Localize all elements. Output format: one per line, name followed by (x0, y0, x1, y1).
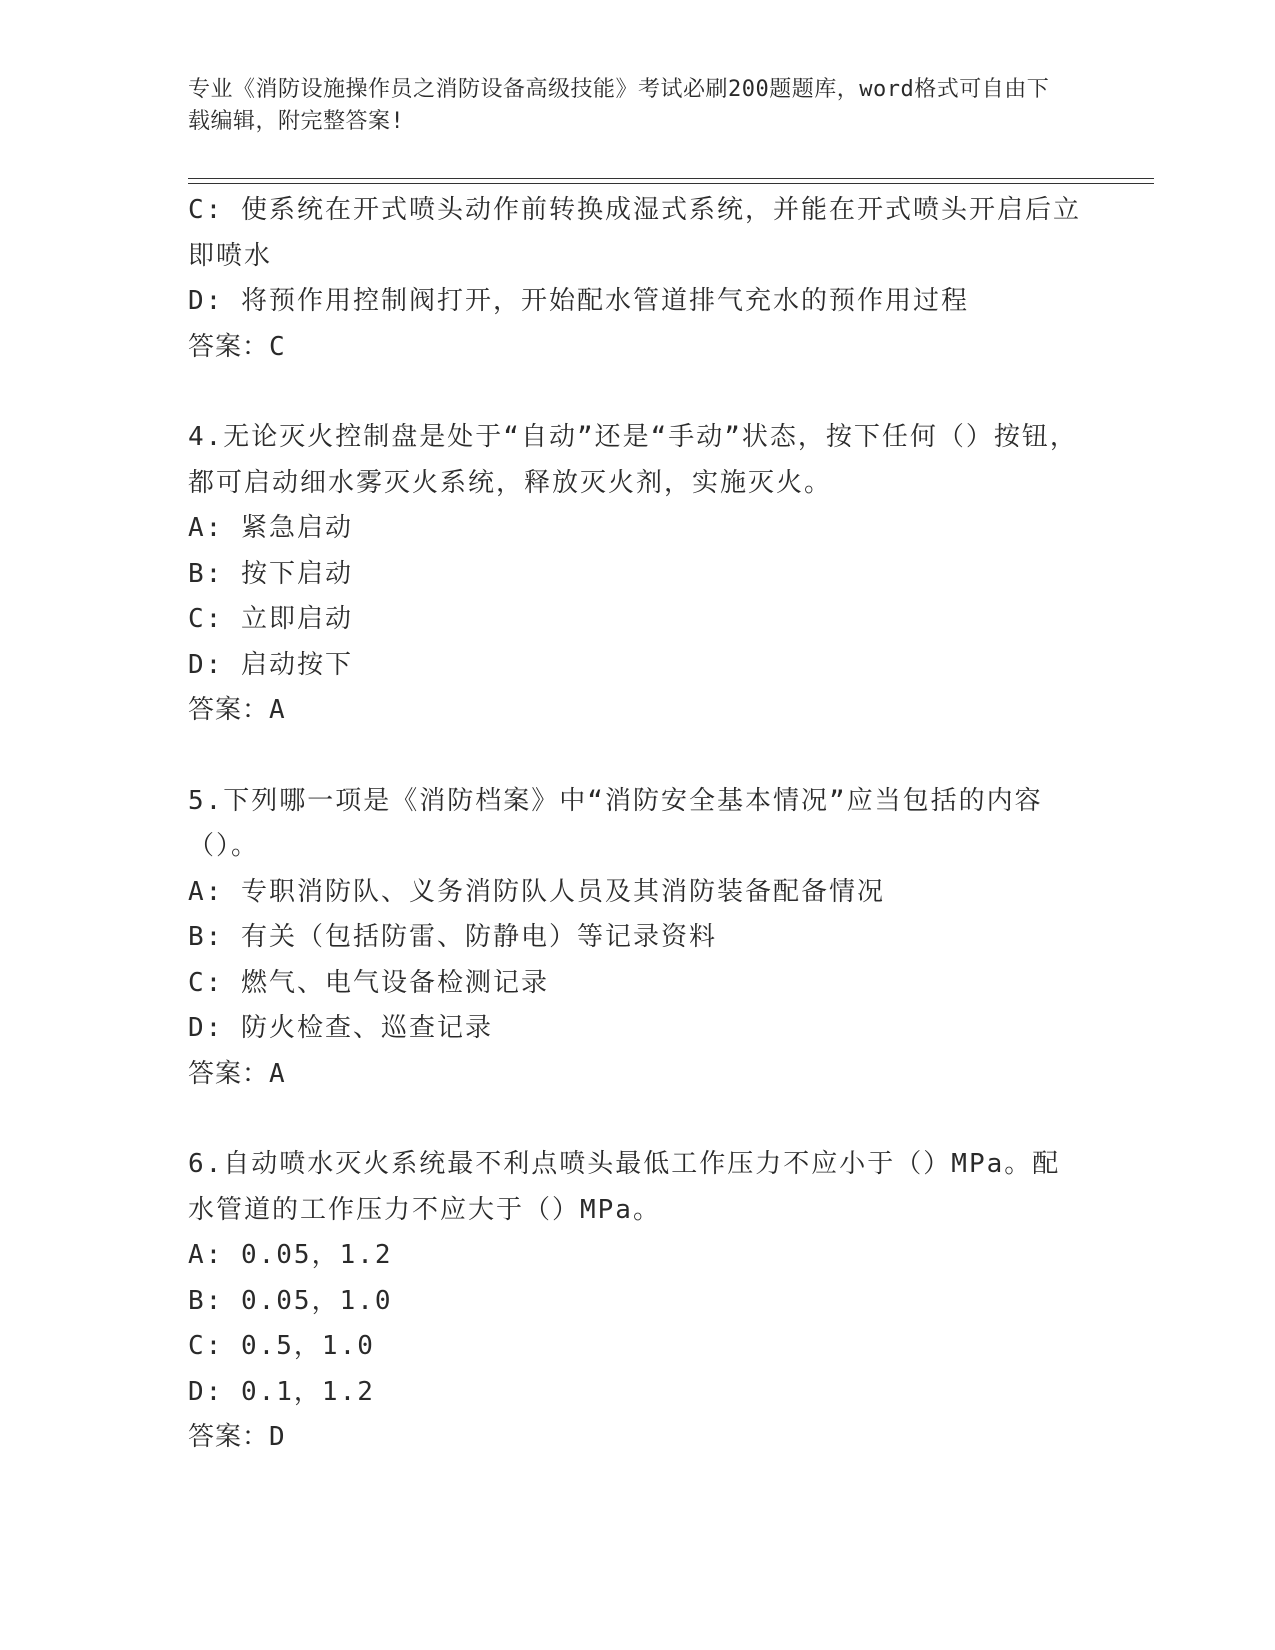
option-a: A: 0.05，1.2 (188, 1240, 393, 1270)
question-4 (188, 415, 1088, 734)
option-c: C: 立即启动 (188, 604, 353, 634)
option-b: B: 按下启动 (188, 558, 353, 589)
header-divider-bottom (188, 183, 1154, 184)
question-6 (188, 1142, 1088, 1461)
document-header-text: 专业《消防设施操作员之消防设备高级技能》考试必刷200题题库，word格式可自由下载编辑，附完整答案! (188, 77, 1050, 134)
question-content (188, 188, 1088, 1461)
option-c: C: 燃气、电气设备检测记录 (188, 967, 549, 998)
option-c: C: 使系统在开式喷头动作前转换成湿式系统，并能在开式喷头开启后立即喷水 (188, 195, 1081, 271)
answer-label: 答案：A (188, 695, 286, 725)
option-d: D: 启动按下 (188, 649, 353, 680)
question-5 (188, 779, 1088, 1098)
option-b: B: 0.05，1.0 (188, 1285, 393, 1316)
option-b: B: 有关（包括防雷、防静电）等记录资料 (188, 922, 717, 952)
option-d: D: 0.1，1.2 (188, 1376, 375, 1407)
question-stem: 4.无论灭火控制盘是处于“自动”还是“手动”状态，按下任何（）按钮，都可启动细水雾灭火系统，释放灭火剂，实施灭火。 (188, 422, 1078, 498)
option-c: C: 0.5，1.0 (188, 1331, 375, 1361)
question-stem: 6.自动喷水灭火系统最不利点喷头最低工作压力不应小于（）MPa。配水管道的工作压力不应大于（）MPa。 (188, 1149, 1061, 1225)
question-continuation (188, 188, 1088, 370)
answer-label: 答案：A (188, 1058, 286, 1089)
header-divider-top (188, 178, 1154, 179)
option-a: A: 专职消防队、义务消防队人员及其消防装备配备情况 (188, 876, 885, 907)
option-d: D: 防火检查、巡查记录 (188, 1013, 493, 1043)
question-stem: 5.下列哪一项是《消防档案》中“消防安全基本情况”应当包括的内容（）。 (188, 785, 1043, 861)
answer-label: 答案：D (188, 1422, 286, 1452)
option-a: A: 紧急启动 (188, 513, 353, 543)
answer-label: 答案：C (188, 331, 286, 362)
option-d: D: 将预作用控制阀打开，开始配水管道排气充水的预作用过程 (188, 286, 969, 316)
